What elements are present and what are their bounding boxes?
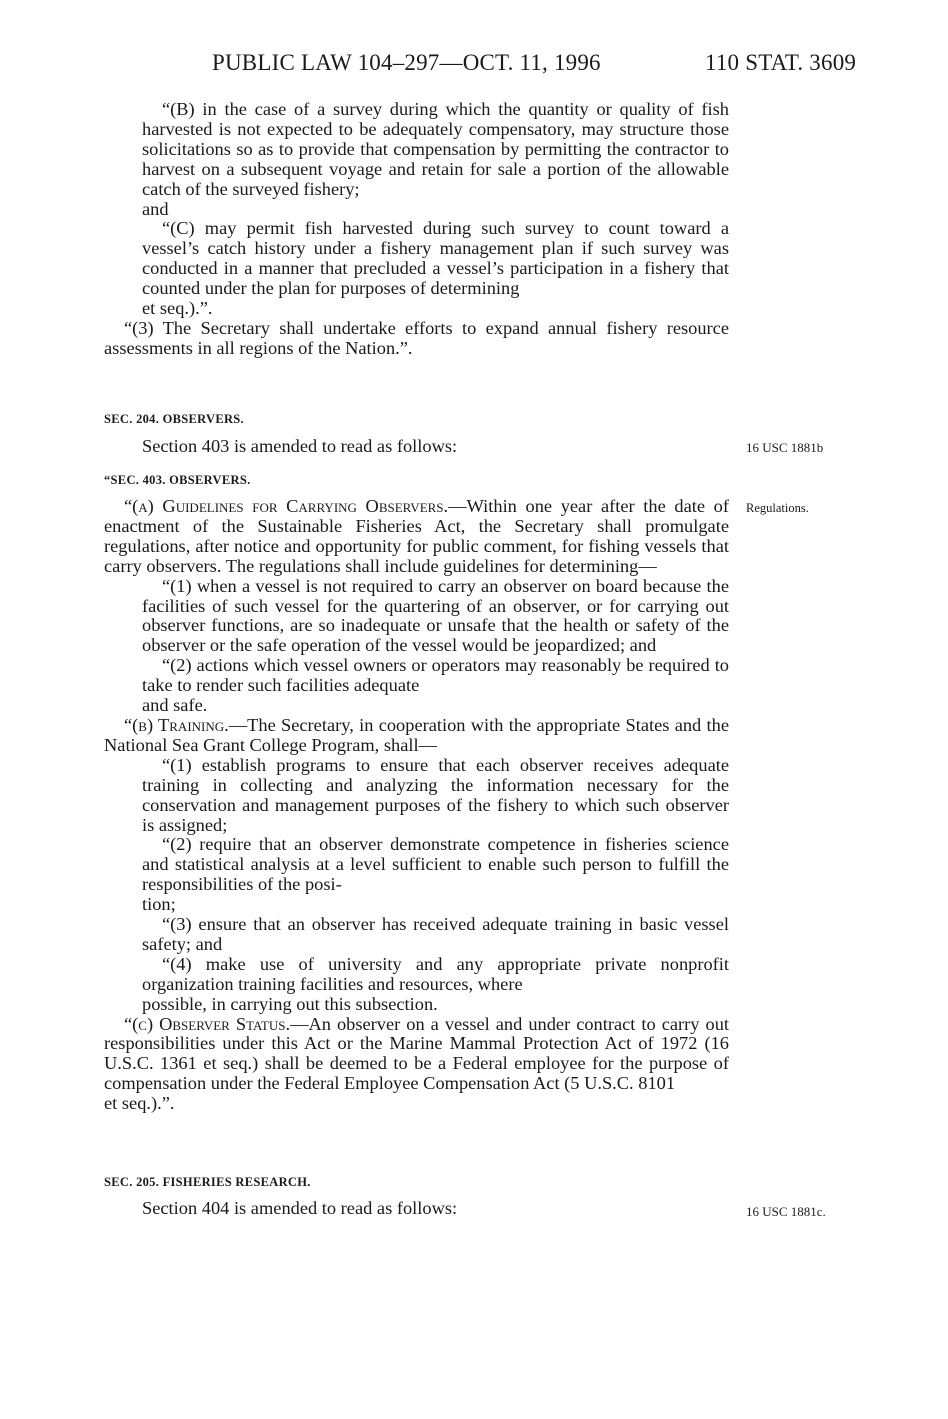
margin-note-regulations: Regulations. (746, 501, 809, 515)
paragraph-a1: “(1) when a vessel is not required to carry an observer on board because the facilities of such vessel for the quartering of an observer, or for carrying out observer functions, are so inadequate or unsafe that the health or safety of the observer or the safe operation of the vessel would be jeopardized; and (142, 575, 729, 656)
paragraph-b2: “(2) require that an observer demonstrate competence in fisheries science and statistical analysis at a level sufficient to enable such person to fulfill the responsibilities of the posi- (142, 834, 729, 895)
subsection-c-caption: “(c) Observer Status. (124, 1013, 291, 1034)
subsection-c (104, 1015, 729, 1095)
sec-403-heading-block (104, 471, 729, 491)
paragraph-b4-end: possible, in carrying out this subsection. (142, 993, 438, 1014)
paragraph-b4: “(4) make use of university and any appropriate private nonprofit organization training facilities and resources, where (142, 953, 729, 994)
sec-403-body (104, 497, 729, 1114)
sec-204-heading-block (104, 410, 729, 430)
subsection-b-caption: “(b) Training. (124, 714, 229, 735)
page-number: 110 STAT. 3609 (705, 50, 857, 75)
clause-b: “(B) in the case of a survey during which the quantity or quality of fish harvested is not expected to be adequately compensatory, may structure those solicitations so as to provide that compensation by permitting the contractor to harvest on a subsequent voyage and retain for sale a portion of the allowable catch of the surveyed fishery; (142, 99, 729, 199)
sec-403-heading: “SEC. 403. OBSERVERS. (104, 473, 251, 487)
subsection-b-text: —The Secretary, in cooperation with the appropriate States and the National Sea Grant College Program, shall— (104, 714, 729, 755)
sec-205-amend-text: Section 404 is amended to read as follows: (142, 1198, 458, 1218)
subsection-a-caption: “(a) Guidelines for Carrying Observers. (124, 496, 449, 516)
paragraph-b3: “(3) ensure that an observer has received adequate training in basic vessel safety; and (142, 914, 729, 954)
paragraph-a2: “(2) actions which vessel owners or operators may reasonably be required to take to render such facilities adequate (142, 655, 729, 696)
subsection-continuation (104, 100, 729, 359)
sec-205-amend-block (104, 1199, 729, 1219)
sec-204-amend-text: Section 403 is amended to read as follows: (142, 436, 458, 456)
sec-205-heading: SEC. 205. FISHERIES RESEARCH. (104, 1175, 311, 1189)
subsection-a-text: —Within one year after the date of enactment of the Sustainable Fisheries Act, the Secretary shall promulgate regulations, after notice and opportunity for public comment, for fishing vessels that carry observers. The regulations shall include guidelines for determining— (104, 496, 729, 576)
paragraph-a2-end: and safe. (142, 695, 208, 716)
subsection-b (104, 716, 729, 756)
sec-204-heading: SEC. 204. OBSERVERS. (104, 412, 244, 426)
paragraph-3: “(3) The Secretary shall undertake efforts to expand annual fishery resource assessments in all regions of the Nation.”. (104, 317, 729, 358)
sec-205-heading-block (104, 1173, 729, 1193)
margin-note-usc-1881c: 16 USC 1881c. (746, 1204, 826, 1219)
clause-c-end: et seq.).”. (142, 298, 213, 319)
subsection-a (104, 497, 729, 577)
margin-note-usc-1881b: 16 USC 1881b (746, 440, 824, 455)
running-header-left: PUBLIC LAW 104–297—OCT. 11, 1996 (212, 50, 601, 75)
sec-204-amend-block (104, 437, 729, 457)
paragraph-b2-end: tion; (142, 894, 176, 915)
clause-c: “(C) may permit fish harvested during such survey to count toward a vessel’s catch history under a fishery management plan if such survey was conducted in a manner that precluded a vessel’s participation in a fishery that counted under the plan for purposes of determining (142, 218, 729, 299)
subsection-c-text: —An observer on a vessel and under contract to carry out responsibilities under this Act or the Marine Mammal Protection Act of 1972 (16 U.S.C. 1361 et seq.) shall be deemed to be a Federal employee for the purpose of compensation under the Federal Employee Compensation Act (5 U.S.C. 8101 (104, 1013, 729, 1094)
subsection-c-end: et seq.).”. (104, 1093, 175, 1114)
clause-b-end: and (142, 198, 169, 219)
paragraph-b1: “(1) establish programs to ensure that each observer receives adequate training in collecting and analyzing the information necessary for the conservation and management purposes of the fishery to which such observer is assigned; (142, 754, 729, 835)
